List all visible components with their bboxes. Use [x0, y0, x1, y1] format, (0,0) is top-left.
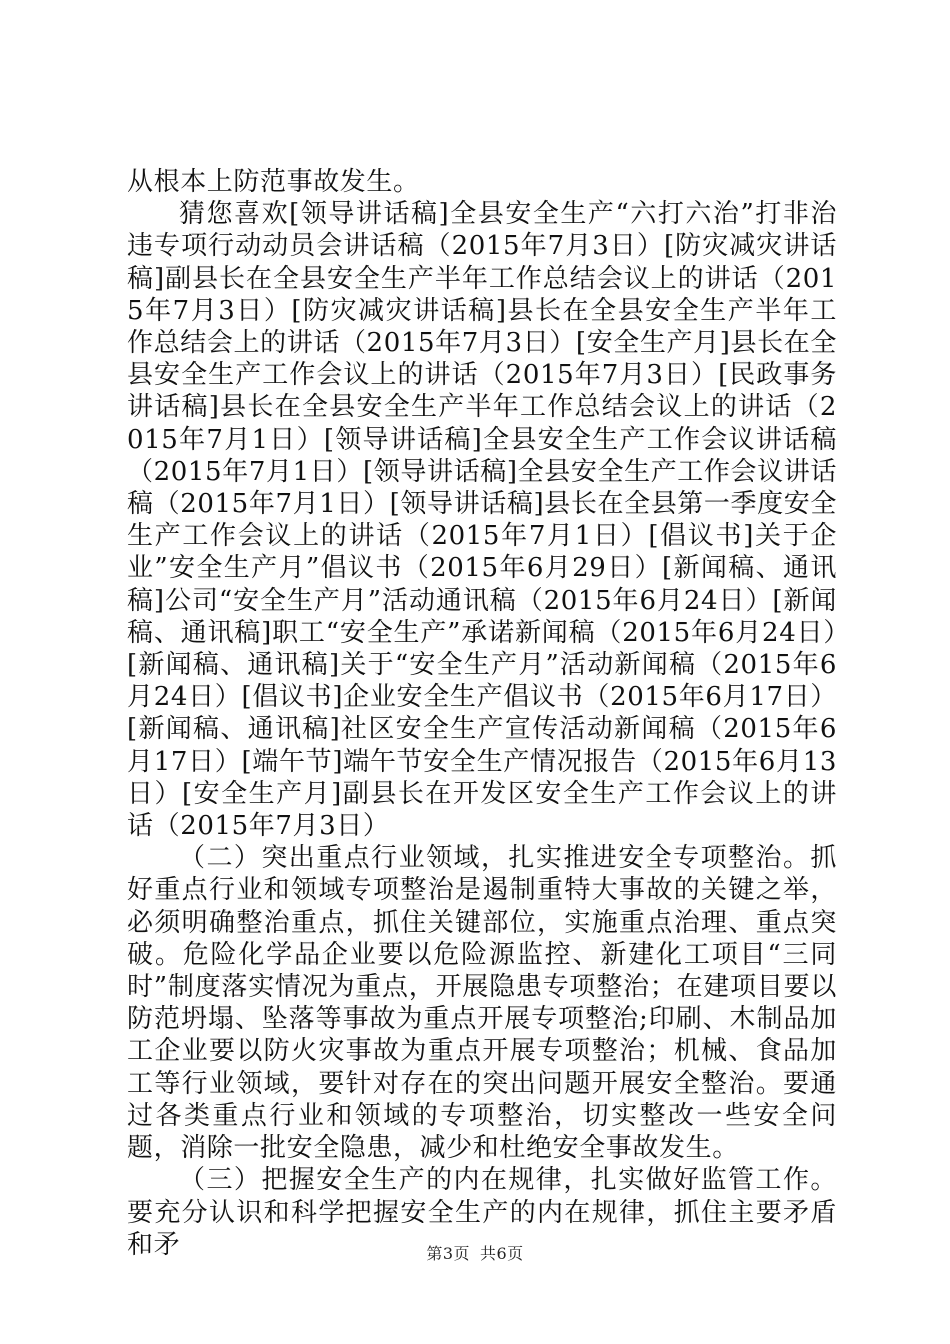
- page-total: 共6页: [480, 1244, 524, 1263]
- paragraph-continuation: 从根本上防范事故发生。: [127, 167, 420, 197]
- paragraph-section-three: （三）把握安全生产的内在规律，扎实做好监管工作。要充分认识和科学把握安全生产的内在规律，抓住主要矛盾和矛: [127, 1165, 837, 1260]
- paragraph-related-articles: 猜您喜欢[领导讲话稿]全县安全生产“六打六治”打非治违专项行动动员会讲话稿（2015年7月3日）[防灾减灾讲话稿]副县长在全县安全生产半年工作总结会议上的讲话（2015年7月3日）[防灾减灾讲话稿]县长在全县安全生产半年工作总结会上的讲话（2015年7月3日）[安全生产月]县长在全县安全生产工作会议上的讲话（2015年7月3日）[民政事务讲话稿]县长在全县安全生产半年工作总结会议上的讲话（2015年7月1日）[领导讲话稿]全县安全生产工作会议讲话稿（2015年7月1日）[领导讲话稿]全县安全生产工作会议讲话稿（2015年7月1日）[领导讲话稿]县长在全县第一季度安全生产工作会议上的讲话（2015年7月1日）[倡议书]关于企业”安全生产月”倡议书（2015年6月29日）[新闻稿、通讯稿]公司“安全生产月”活动通讯稿（2015年6月24日）[新闻稿、通讯稿]职工“安全生产”承诺新闻稿（2015年6月24日）[新闻稿、通讯稿]关于“安全生产月”活动新闻稿（2015年6月24日）[倡议书]企业安全生产倡议书（2015年6月17日）[新闻稿、通讯稿]社区安全生产宣传活动新闻稿（2015年6月17日）[端午节]端午节安全生产情况报告（2015年6月13日）[安全生产月]副县长在开发区安全生产工作会议上的讲话（2015年7月3日）: [127, 199, 837, 842]
- page-footer: [0, 1244, 950, 1264]
- page-number: 第3页: [426, 1244, 470, 1263]
- document-body: [127, 166, 837, 1261]
- paragraph-section-two: （二）突出重点行业领域，扎实推进安全专项整治。抓好重点行业和领域专项整治是遏制重特大事故的关键之举，必须明确整治重点，抓住关键部位，实施重点治理、重点突破。危险化学品企业要以危险源监控、新建化工项目“三同时”制度落实情况为重点，开展隐患专项整治；在建项目要以防范坍塌、坠落等事故为重点开展专项整治;印刷、木制品加工企业要以防火灾事故为重点开展专项整治；机械、食品加工等行业领域，要针对存在的突出问题开展安全整治。要通过各类重点行业和领域的专项整治，切实整改一些安全问题，消除一批安全隐患，减少和杜绝安全事故发生。: [127, 843, 837, 1164]
